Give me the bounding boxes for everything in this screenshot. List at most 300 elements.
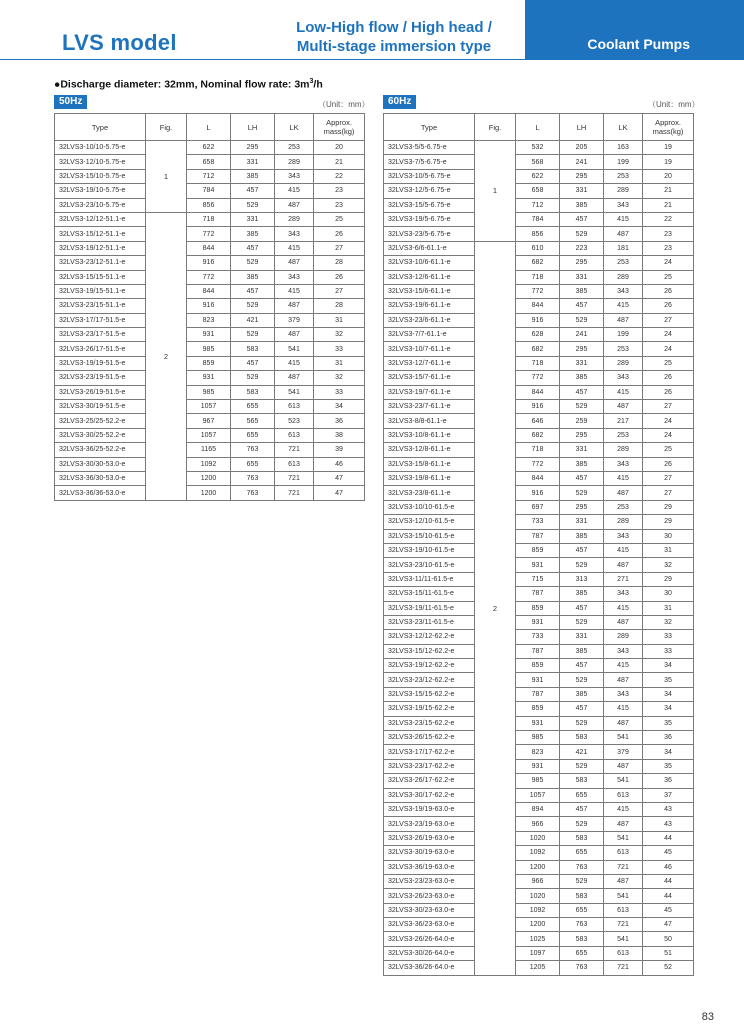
cell-lk: 289	[275, 155, 314, 169]
cell-type: 32LVS3-12/8-61.1-e	[384, 443, 475, 457]
cell-lh: 457	[231, 184, 275, 198]
cell-mass: 31	[643, 601, 694, 615]
table-row	[55, 313, 365, 327]
col-lk: LK	[275, 114, 314, 141]
cell-type: 32LVS3-23/23-63.0-e	[384, 874, 475, 888]
table-row	[55, 284, 365, 298]
cell-type: 32LVS3-23/19-63.0-e	[384, 817, 475, 831]
cell-type: 32LVS3-19/6-61.1-e	[384, 299, 475, 313]
cell-type: 32LVS3-30/23-63.0-e	[384, 903, 475, 917]
cell-lh: 295	[560, 428, 604, 442]
cell-type: 32LVS3-19/15-51.1-e	[55, 284, 146, 298]
cell-mass: 29	[643, 500, 694, 514]
cell-type: 32LVS3-25/25-52.2-e	[55, 414, 146, 428]
cell-lk: 415	[604, 601, 643, 615]
cell-type: 32LVS3-15/8-61.1-e	[384, 457, 475, 471]
table-row	[384, 486, 694, 500]
cell-l: 931	[187, 371, 231, 385]
cell-mass: 36	[314, 414, 365, 428]
cell-l: 772	[187, 270, 231, 284]
cell-mass: 27	[314, 284, 365, 298]
cell-lk: 163	[604, 141, 643, 155]
cell-l: 856	[187, 198, 231, 212]
cell-lh: 763	[231, 443, 275, 457]
cell-mass: 26	[314, 270, 365, 284]
table-row	[384, 270, 694, 284]
cell-l: 844	[516, 299, 560, 313]
cell-mass: 38	[314, 428, 365, 442]
cell-l: 1205	[516, 961, 560, 975]
cell-l: 844	[187, 241, 231, 255]
table-row	[384, 644, 694, 658]
cell-mass: 21	[643, 198, 694, 212]
cell-l: 1200	[187, 486, 231, 500]
spec-description	[54, 78, 323, 91]
cell-type: 32LVS3-23/17-51.5-e	[55, 328, 146, 342]
cell-lh: 529	[231, 256, 275, 270]
cell-mass: 47	[314, 486, 365, 500]
cell-mass: 36	[643, 731, 694, 745]
cell-type: 32LVS3-15/15-62.2-e	[384, 687, 475, 701]
cell-l: 622	[516, 169, 560, 183]
col-mass-line1: Approx.	[655, 118, 681, 127]
cell-lh: 763	[560, 860, 604, 874]
table-row	[55, 270, 365, 284]
cell-l: 859	[187, 356, 231, 370]
cell-lk: 289	[604, 443, 643, 457]
cell-lh: 241	[560, 155, 604, 169]
col-mass	[314, 114, 365, 141]
cell-lk: 541	[604, 831, 643, 845]
table-row	[55, 141, 365, 155]
cell-lh: 241	[560, 328, 604, 342]
cell-lk: 541	[275, 385, 314, 399]
cell-lh: 331	[560, 630, 604, 644]
cell-l: 733	[516, 630, 560, 644]
table-row	[384, 515, 694, 529]
table-row	[384, 860, 694, 874]
cell-type: 32LVS3-26/19-51.5-e	[55, 385, 146, 399]
table-row	[55, 212, 365, 226]
cell-type: 32LVS3-36/30-53.0-e	[55, 471, 146, 485]
cell-mass: 45	[643, 846, 694, 860]
table-row	[384, 241, 694, 255]
cell-lk: 613	[604, 946, 643, 960]
cell-mass: 26	[314, 227, 365, 241]
cell-type: 32LVS3-15/10-61.5-e	[384, 529, 475, 543]
cell-mass: 46	[643, 860, 694, 874]
cell-l: 718	[516, 443, 560, 457]
table-row	[55, 342, 365, 356]
cell-l: 787	[516, 587, 560, 601]
cell-type: 32LVS3-23/11-61.5-e	[384, 615, 475, 629]
col-type: Type	[384, 114, 475, 141]
cell-type: 32LVS3-30/17-62.2-e	[384, 788, 475, 802]
cell-lk: 253	[275, 141, 314, 155]
cell-lh: 295	[560, 256, 604, 270]
cell-mass: 34	[314, 400, 365, 414]
cell-type: 32LVS3-7/7-61.1-e	[384, 328, 475, 342]
cell-lh: 457	[560, 659, 604, 673]
cell-type: 32LVS3-17/17-62.2-e	[384, 745, 475, 759]
unit-label-50: （Unit：mm）	[318, 100, 370, 109]
cell-lk: 415	[604, 702, 643, 716]
cell-l: 823	[187, 313, 231, 327]
cell-mass: 31	[314, 356, 365, 370]
cell-lh: 421	[560, 745, 604, 759]
cell-mass: 34	[643, 745, 694, 759]
cell-lk: 487	[275, 256, 314, 270]
hz-tag-50: 50Hz	[54, 95, 87, 109]
cell-l: 967	[187, 414, 231, 428]
cell-lk: 721	[275, 443, 314, 457]
cell-l: 787	[516, 529, 560, 543]
cell-fig: 1	[475, 141, 516, 242]
cell-lk: 289	[604, 515, 643, 529]
cell-mass: 28	[314, 299, 365, 313]
col-l: L	[187, 114, 231, 141]
table-row	[384, 630, 694, 644]
cell-l: 916	[187, 299, 231, 313]
cell-lh: 295	[231, 141, 275, 155]
table-row	[55, 371, 365, 385]
table-row	[55, 169, 365, 183]
cell-type: 32LVS3-12/12-51.1-e	[55, 212, 146, 226]
cell-type: 32LVS3-10/6-61.1-e	[384, 256, 475, 270]
cell-l: 931	[516, 716, 560, 730]
cell-l: 784	[516, 212, 560, 226]
cell-l: 1097	[516, 946, 560, 960]
cell-lh: 457	[560, 543, 604, 557]
cell-l: 916	[516, 313, 560, 327]
bullet-icon: ●	[54, 78, 61, 91]
cell-mass: 22	[314, 169, 365, 183]
cell-lk: 343	[275, 227, 314, 241]
cell-l: 787	[516, 644, 560, 658]
cell-l: 931	[516, 615, 560, 629]
model-title: LVS model	[62, 30, 177, 55]
cell-type: 32LVS3-30/26-64.0-e	[384, 946, 475, 960]
cell-lk: 487	[604, 400, 643, 414]
cell-lk: 487	[604, 716, 643, 730]
table-row	[384, 558, 694, 572]
cell-type: 32LVS3-10/8-61.1-e	[384, 428, 475, 442]
cell-lh: 313	[560, 572, 604, 586]
cell-lh: 331	[560, 443, 604, 457]
cell-lh: 385	[560, 198, 604, 212]
cell-lk: 343	[604, 587, 643, 601]
cell-mass: 22	[643, 212, 694, 226]
cell-lk: 343	[604, 371, 643, 385]
cell-mass: 27	[643, 313, 694, 327]
table-row	[384, 601, 694, 615]
cell-type: 32LVS3-30/30-53.0-e	[55, 457, 146, 471]
table-row	[384, 802, 694, 816]
cell-type: 32LVS3-15/6-61.1-e	[384, 284, 475, 298]
cell-l: 1092	[516, 846, 560, 860]
cell-mass: 25	[643, 270, 694, 284]
table-row	[55, 328, 365, 342]
cell-l: 658	[187, 155, 231, 169]
cell-lh: 529	[231, 198, 275, 212]
cell-mass: 24	[643, 256, 694, 270]
table-row	[384, 788, 694, 802]
cell-type: 32LVS3-23/10-61.5-e	[384, 558, 475, 572]
table-row	[384, 946, 694, 960]
cell-type: 32LVS3-17/17-51.5-e	[55, 313, 146, 327]
cell-mass: 33	[314, 385, 365, 399]
cell-lh: 331	[231, 212, 275, 226]
cell-l: 658	[516, 184, 560, 198]
cell-l: 712	[516, 198, 560, 212]
cell-lh: 529	[231, 328, 275, 342]
cell-lk: 487	[275, 198, 314, 212]
cell-l: 1165	[187, 443, 231, 457]
subtitle-line-1: Low-High flow / High head /	[296, 19, 492, 36]
cell-type: 32LVS3-12/6-61.1-e	[384, 270, 475, 284]
table-row	[384, 284, 694, 298]
cell-mass: 28	[314, 256, 365, 270]
cell-lk: 541	[604, 731, 643, 745]
cell-type: 32LVS3-19/5-6.75-e	[384, 212, 475, 226]
table-row	[384, 428, 694, 442]
cell-l: 859	[516, 543, 560, 557]
cell-mass: 47	[643, 918, 694, 932]
cell-type: 32LVS3-19/10-5.75-e	[55, 184, 146, 198]
cell-lk: 487	[604, 558, 643, 572]
table-row	[384, 471, 694, 485]
cell-lk: 487	[604, 227, 643, 241]
cell-mass: 29	[643, 572, 694, 586]
table-row	[55, 227, 365, 241]
col-mass-line2: mass(kg)	[323, 127, 355, 136]
cell-type: 32LVS3-26/15-62.2-e	[384, 731, 475, 745]
cell-lh: 655	[231, 457, 275, 471]
cell-l: 844	[516, 471, 560, 485]
table-row	[384, 256, 694, 270]
cell-lh: 385	[231, 227, 275, 241]
table-row	[384, 299, 694, 313]
cell-l: 859	[516, 659, 560, 673]
cell-mass: 34	[643, 687, 694, 701]
cell-type: 32LVS3-36/25-52.2-e	[55, 443, 146, 457]
cell-lk: 253	[604, 256, 643, 270]
cell-lh: 529	[560, 759, 604, 773]
cell-lh: 529	[560, 817, 604, 831]
table-row	[384, 371, 694, 385]
cell-mass: 26	[643, 371, 694, 385]
unit-label-60: （Unit：mm）	[648, 100, 700, 109]
cell-lh: 385	[560, 529, 604, 543]
col-lh: LH	[231, 114, 275, 141]
cell-lh: 583	[231, 385, 275, 399]
cell-l: 931	[187, 328, 231, 342]
cell-lk: 523	[275, 414, 314, 428]
cell-lh: 583	[560, 731, 604, 745]
cell-lh: 655	[560, 788, 604, 802]
table-row	[384, 313, 694, 327]
cell-type: 32LVS3-8/8-61.1-e	[384, 414, 475, 428]
cell-lk: 613	[604, 903, 643, 917]
cell-l: 1092	[187, 457, 231, 471]
cell-lh: 295	[560, 342, 604, 356]
col-type: Type	[55, 114, 146, 141]
cell-mass: 26	[643, 385, 694, 399]
col-lk: LK	[604, 114, 643, 141]
cell-lk: 415	[275, 241, 314, 255]
cell-lh: 385	[560, 587, 604, 601]
cell-l: 1020	[516, 889, 560, 903]
cell-lh: 583	[560, 932, 604, 946]
cell-l: 733	[516, 515, 560, 529]
table-row	[55, 155, 365, 169]
cell-lk: 487	[275, 299, 314, 313]
table-row	[55, 414, 365, 428]
cell-lk: 379	[604, 745, 643, 759]
subtitle-line-2: Multi-stage immersion type	[296, 38, 492, 55]
cell-l: 916	[516, 400, 560, 414]
cell-mass: 21	[643, 184, 694, 198]
cell-l: 682	[516, 342, 560, 356]
cell-lh: 457	[560, 299, 604, 313]
table-row	[384, 673, 694, 687]
cell-type: 32LVS3-10/10-61.5-e	[384, 500, 475, 514]
cell-type: 32LVS3-26/17-62.2-e	[384, 774, 475, 788]
cell-lh: 295	[560, 169, 604, 183]
cell-lk: 415	[604, 385, 643, 399]
cell-l: 772	[516, 371, 560, 385]
cell-lh: 529	[560, 615, 604, 629]
cell-mass: 45	[643, 903, 694, 917]
col-mass-line1: Approx.	[326, 118, 352, 127]
cell-lh: 529	[560, 227, 604, 241]
cell-lk: 253	[604, 428, 643, 442]
cell-lh: 583	[231, 342, 275, 356]
cell-mass: 33	[643, 644, 694, 658]
cell-lk: 487	[604, 817, 643, 831]
table-row	[384, 572, 694, 586]
cell-type: 32LVS3-12/10-61.5-e	[384, 515, 475, 529]
cell-lh: 763	[231, 486, 275, 500]
cell-l: 859	[516, 601, 560, 615]
table-row	[384, 731, 694, 745]
cell-lh: 763	[560, 961, 604, 975]
cell-lk: 613	[275, 457, 314, 471]
col-mass	[643, 114, 694, 141]
cell-mass: 23	[314, 198, 365, 212]
cell-mass: 19	[643, 141, 694, 155]
cell-type: 32LVS3-19/19-63.0-e	[384, 802, 475, 816]
col-mass-line2: mass(kg)	[652, 127, 684, 136]
cell-lh: 655	[560, 903, 604, 917]
cell-mass: 30	[643, 529, 694, 543]
cell-lk: 487	[275, 371, 314, 385]
table-row	[55, 256, 365, 270]
cell-type: 32LVS3-15/12-51.1-e	[55, 227, 146, 241]
cell-type: 32LVS3-10/5-6.75-e	[384, 169, 475, 183]
cell-lk: 181	[604, 241, 643, 255]
table-row	[55, 184, 365, 198]
cell-type: 32LVS3-19/12-62.2-e	[384, 659, 475, 673]
cell-type: 32LVS3-19/8-61.1-e	[384, 471, 475, 485]
cell-type: 32LVS3-10/10-5.75-e	[55, 141, 146, 155]
table-row	[384, 443, 694, 457]
table-row	[384, 831, 694, 845]
cell-mass: 27	[314, 241, 365, 255]
cell-lk: 343	[604, 284, 643, 298]
cell-lk: 343	[604, 529, 643, 543]
cell-type: 32LVS3-19/7-61.1-e	[384, 385, 475, 399]
table-row	[384, 227, 694, 241]
cell-type: 32LVS3-6/6-61.1-e	[384, 241, 475, 255]
cell-lh: 457	[560, 802, 604, 816]
cell-lh: 385	[560, 687, 604, 701]
spec-superscript: 3	[309, 78, 314, 85]
cell-lh: 529	[560, 673, 604, 687]
cell-l: 1200	[516, 860, 560, 874]
cell-lk: 253	[604, 342, 643, 356]
cell-lk: 487	[604, 486, 643, 500]
table-row	[384, 874, 694, 888]
cell-lh: 259	[560, 414, 604, 428]
cell-mass: 25	[643, 443, 694, 457]
cell-mass: 31	[314, 313, 365, 327]
cell-mass: 51	[643, 946, 694, 960]
cell-lh: 385	[560, 644, 604, 658]
cell-mass: 27	[643, 486, 694, 500]
cell-lk: 343	[604, 198, 643, 212]
cell-lh: 529	[560, 874, 604, 888]
table-row	[384, 141, 694, 155]
cell-type: 32LVS3-12/5-6.75-e	[384, 184, 475, 198]
page-number: 83	[701, 1011, 714, 1023]
cell-mass: 33	[643, 630, 694, 644]
cell-l: 718	[516, 356, 560, 370]
cell-mass: 43	[643, 817, 694, 831]
cell-lk: 343	[275, 169, 314, 183]
cell-mass: 32	[643, 615, 694, 629]
cell-lh: 457	[560, 385, 604, 399]
cell-l: 622	[187, 141, 231, 155]
cell-fig: 2	[146, 212, 187, 500]
cell-lk: 613	[604, 846, 643, 860]
cell-lk: 415	[275, 356, 314, 370]
cell-l: 1057	[516, 788, 560, 802]
cell-type: 32LVS3-19/12-51.1-e	[55, 241, 146, 255]
cell-mass: 43	[643, 802, 694, 816]
table-row	[384, 500, 694, 514]
cell-lh: 331	[560, 356, 604, 370]
table-row	[384, 659, 694, 673]
cell-mass: 24	[643, 328, 694, 342]
cell-lk: 289	[275, 212, 314, 226]
cell-lh: 385	[560, 457, 604, 471]
cell-lh: 331	[560, 184, 604, 198]
cell-mass: 20	[643, 169, 694, 183]
cell-l: 844	[187, 284, 231, 298]
cell-mass: 32	[643, 558, 694, 572]
cell-type: 32LVS3-19/10-61.5-e	[384, 543, 475, 557]
table-row	[384, 212, 694, 226]
table-row	[384, 745, 694, 759]
cell-type: 32LVS3-26/17-51.5-e	[55, 342, 146, 356]
table-row	[384, 846, 694, 860]
cell-mass: 26	[643, 284, 694, 298]
table-row	[55, 198, 365, 212]
cell-l: 718	[516, 270, 560, 284]
cell-lk: 415	[604, 802, 643, 816]
cell-type: 32LVS3-36/23-63.0-e	[384, 918, 475, 932]
